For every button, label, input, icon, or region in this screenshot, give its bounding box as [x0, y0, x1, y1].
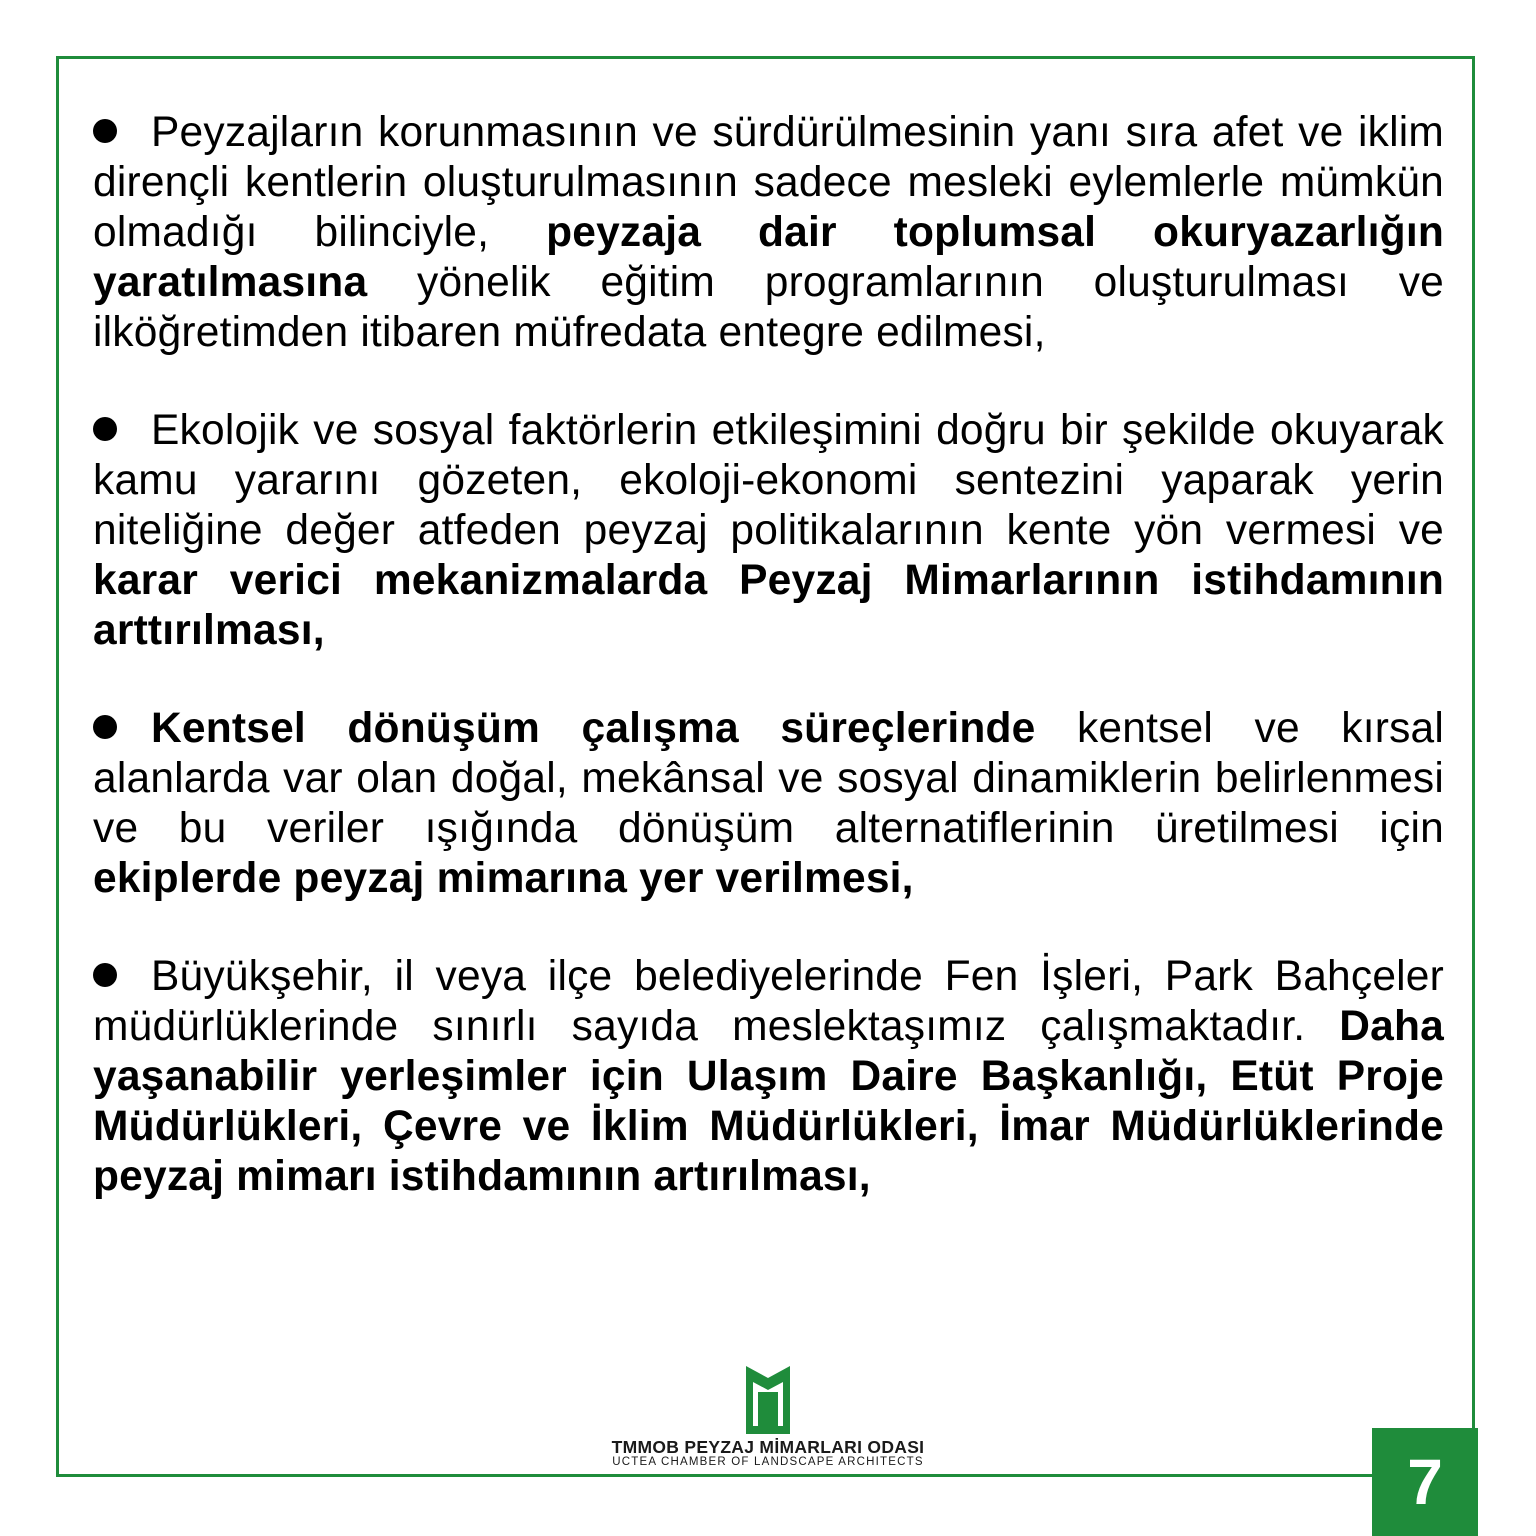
org-name-english: UCTEA CHAMBER OF LANDSCAPE ARCHITECTS [612, 1456, 924, 1468]
list-item [93, 108, 1444, 358]
chamber-logo-icon [746, 1366, 790, 1434]
page-number-badge [1372, 1428, 1478, 1536]
item-text: yönelik eğitim programlarının oluşturulması ve ilköğretimden itibaren müfredata entegre edilmesi, [93, 259, 1444, 356]
item-text: Peyzajların korunmasının ve sürdürülmesinin yanı sıra afet ve iklim dirençli kentlerin oluşturulmasının sadece mesleki eylemlerle mümkün olmadığı bilinciyle, [93, 109, 1444, 256]
bullet-dot-icon [93, 715, 117, 739]
list-item [93, 406, 1444, 656]
item-text: Büyükşehir, il veya ilçe belediyelerinde Fen İşleri, Park Bahçeler müdürlüklerinde sınırlı sayıda meslektaşımız çalışmaktadır. [93, 953, 1444, 1050]
page-number: 7 [1407, 1446, 1443, 1518]
item-bold-text: karar verici mekanizmalarda Peyzaj Mimarlarının istihdamının arttırılması, [93, 557, 1444, 654]
list-item [93, 952, 1444, 1202]
item-bold-text: ekiplerde peyzaj mimarına yer verilmesi, [93, 855, 914, 902]
item-bold-text: Kentsel dönüşüm çalışma süreçlerinde [151, 705, 1036, 752]
item-text: Ekolojik ve sosyal faktörlerin etkileşimini doğru bir şekilde okuyarak kamu yararını gözeten, ekoloji-ekonomi sentezini yaparak yerin niteliğine değer atfeden peyzaj politikalarının kente yön vermesi ve [93, 407, 1444, 554]
bullet-list [93, 108, 1444, 1250]
organization-name [560, 1438, 976, 1469]
bullet-dot-icon [93, 119, 117, 143]
item-bold-text: peyzaja dair toplumsal okuryazarlığın yaratılmasına [93, 209, 1444, 306]
bullet-dot-icon [93, 963, 117, 987]
item-text: kentsel ve kırsal alanlarda var olan doğal, mekânsal ve sosyal dinamiklerin belirlenmesi ve bu veriler ışığında dönüşüm alternatiflerinin üretilmesi için [93, 705, 1444, 852]
list-item [93, 704, 1444, 904]
org-name-turkish: TMMOB PEYZAJ MİMARLARI ODASI [611, 1437, 925, 1457]
bullet-dot-icon [93, 417, 117, 441]
item-bold-text: Daha yaşanabilir yerleşimler için Ulaşım Daire Başkanlığı, Etüt Proje Müdürlükleri, Çevre ve İklim Müdürlükleri, İmar Müdürlüklerinde peyzaj mimarı istihdamının artırılması, [93, 1003, 1444, 1200]
